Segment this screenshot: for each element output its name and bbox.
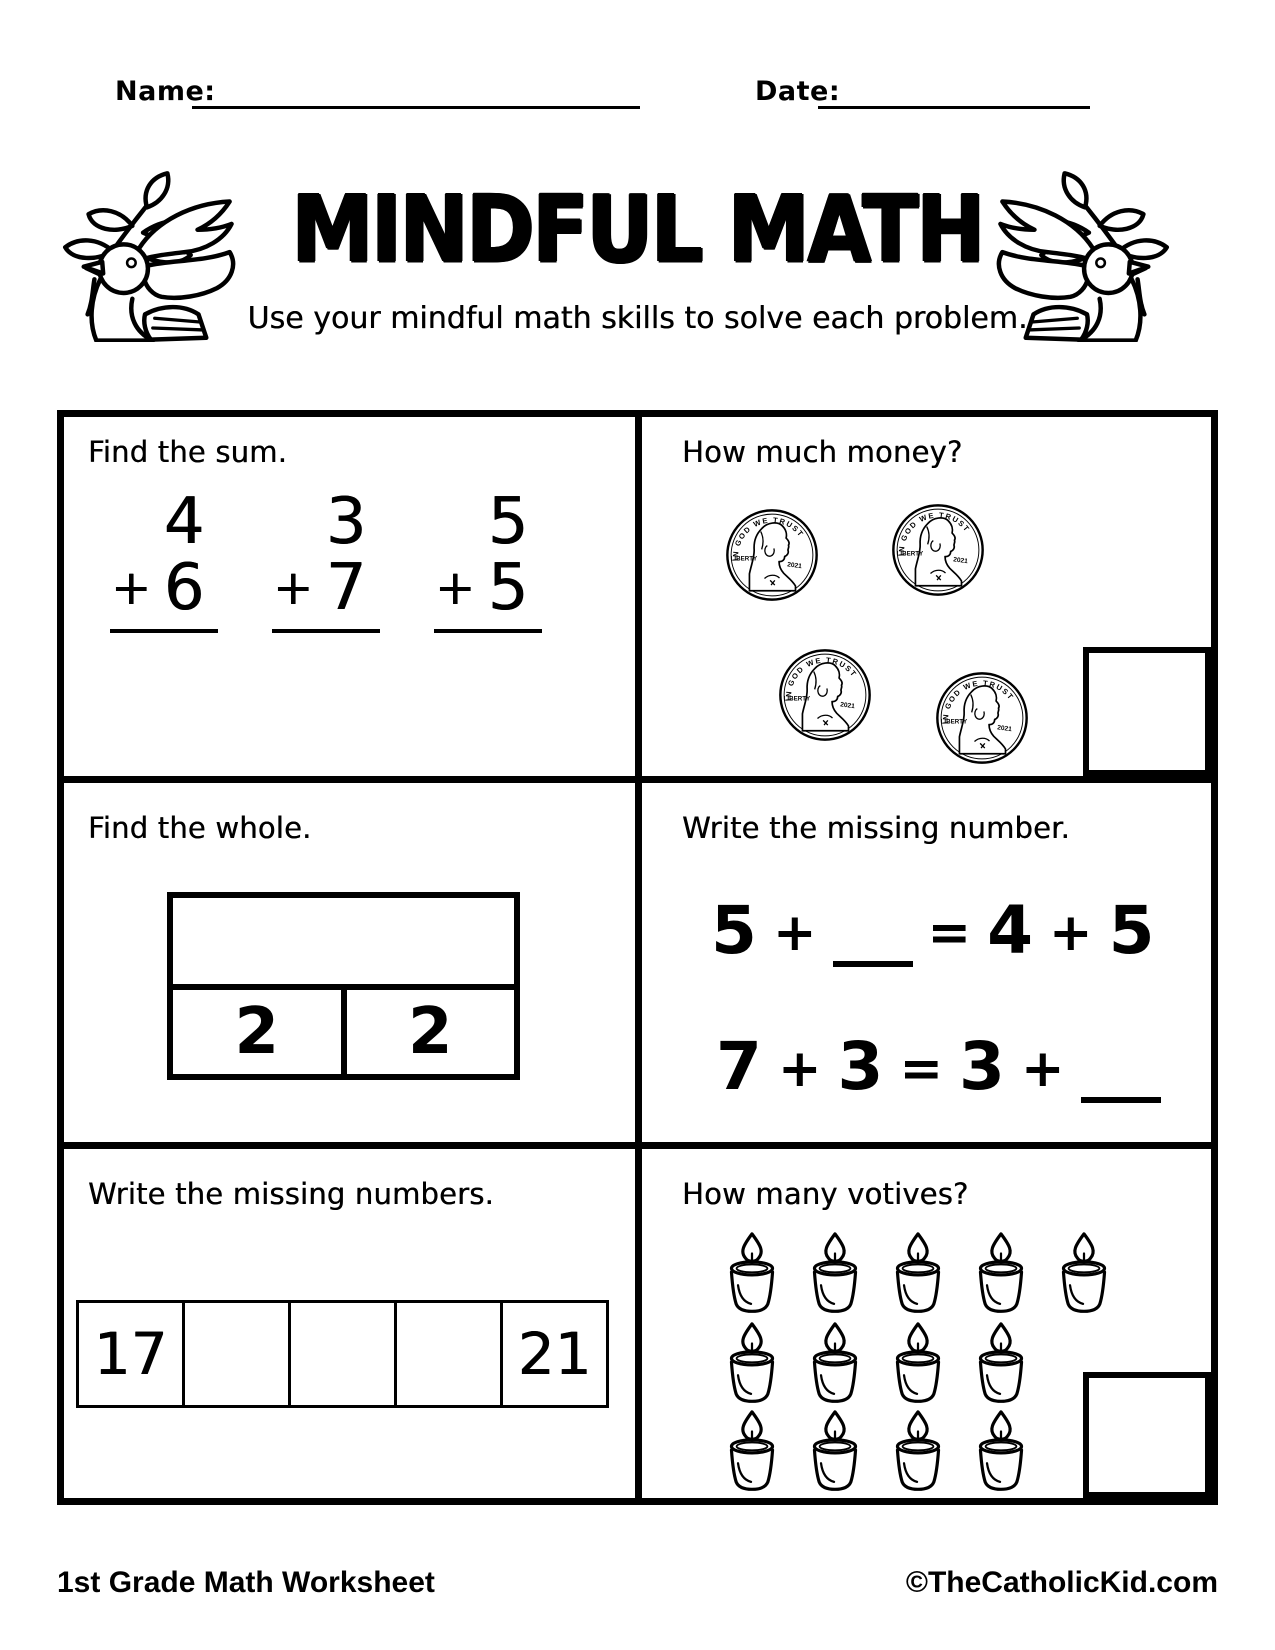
operator: = xyxy=(927,903,973,963)
operator: + xyxy=(772,903,818,963)
find-sum-problems xyxy=(110,485,542,633)
find-sum-prompt: Find the sum. xyxy=(88,435,288,469)
votive-candle-icon xyxy=(724,1321,780,1407)
operator: + xyxy=(1049,903,1094,963)
addend: 5 xyxy=(487,551,529,625)
vertical-addition-problem xyxy=(272,485,380,633)
missing-numbers-prompt: Write the missing numbers. xyxy=(88,1177,494,1211)
missing-number-blank[interactable] xyxy=(833,897,913,967)
missing-number-blank[interactable] xyxy=(1081,1033,1161,1103)
plus-sign: + xyxy=(272,560,314,616)
votive-candle-icon xyxy=(724,1231,780,1317)
votive-candle-icon xyxy=(807,1409,863,1495)
page-title: MINDFUL MATH xyxy=(291,177,984,284)
cell-find-whole xyxy=(64,776,635,1142)
plus-sign: 5 xyxy=(487,485,529,559)
part-boxes xyxy=(167,984,520,1080)
money-answer-box[interactable] xyxy=(1083,647,1211,776)
number: 5 xyxy=(1108,892,1156,969)
votive-candle-icon xyxy=(890,1231,946,1317)
votive-candle-icon xyxy=(724,1409,780,1495)
number: 7 xyxy=(716,1028,763,1105)
plus-sign: + xyxy=(110,560,152,616)
addend xyxy=(110,489,152,555)
plus-sign: 4 xyxy=(163,485,205,559)
page-subtitle: Use your mindful math skills to solve each problem. xyxy=(247,301,1028,336)
part-box[interactable]: 2 xyxy=(341,984,521,1080)
votives-prompt: How many votives? xyxy=(682,1177,969,1211)
money-prompt: How much money? xyxy=(682,435,963,469)
penny-coin xyxy=(778,648,872,742)
cell-missing-numbers xyxy=(64,1142,635,1498)
date-write-line[interactable] xyxy=(818,78,1090,109)
cell-how-much-money xyxy=(635,417,1211,776)
votive-candle-icon xyxy=(973,1409,1029,1495)
sequence-cell: 17 xyxy=(76,1300,185,1408)
sequence-cell[interactable] xyxy=(182,1300,291,1408)
vertical-addition-problem xyxy=(110,485,218,633)
part-box[interactable]: 2 xyxy=(167,984,347,1080)
missing-number-prompt: Write the missing number. xyxy=(682,811,1070,845)
number: 3 xyxy=(837,1028,885,1105)
candle-row xyxy=(724,1231,1112,1317)
candle-row xyxy=(724,1321,1029,1407)
sequence-cell[interactable] xyxy=(288,1300,397,1408)
penny-coin xyxy=(935,671,1029,765)
votive-candle-icon xyxy=(807,1321,863,1407)
whole-box[interactable] xyxy=(167,892,520,990)
number-sequence-strip xyxy=(76,1300,609,1408)
votive-candle-icon xyxy=(1056,1231,1112,1317)
sequence-cell: 21 xyxy=(500,1300,609,1408)
vertical-addition-problem xyxy=(434,485,542,633)
date-label: Date: xyxy=(755,76,841,107)
cell-missing-number xyxy=(635,776,1211,1142)
number: 3 xyxy=(959,1028,1006,1105)
addend: 7 xyxy=(325,551,367,625)
cell-find-sum xyxy=(64,417,635,776)
operator: + xyxy=(777,1039,823,1099)
find-whole-prompt: Find the whole. xyxy=(88,811,312,845)
operator: + xyxy=(1020,1039,1066,1099)
votives-answer-box[interactable] xyxy=(1083,1372,1211,1498)
plus-sign: 3 xyxy=(325,485,367,559)
number: 5 xyxy=(711,892,758,969)
candle-row xyxy=(724,1409,1029,1495)
part-part-whole-diagram xyxy=(167,892,520,1080)
equation xyxy=(716,1028,1161,1105)
votive-candle-icon xyxy=(807,1231,863,1317)
addend xyxy=(434,489,476,555)
votive-candle-icon xyxy=(973,1231,1029,1317)
addend xyxy=(272,489,314,555)
votive-candle-icon xyxy=(890,1409,946,1495)
footer-copyright: ©TheCatholicKid.com xyxy=(905,1566,1218,1599)
addend: 6 xyxy=(163,551,205,625)
operator: = xyxy=(899,1039,945,1099)
votive-candle-icon xyxy=(890,1321,946,1407)
penny-coin xyxy=(891,503,985,597)
sequence-cell[interactable] xyxy=(394,1300,503,1408)
cell-votives xyxy=(635,1142,1211,1498)
name-write-line[interactable] xyxy=(192,78,640,109)
plus-sign: + xyxy=(434,560,476,616)
votive-candle-icon xyxy=(973,1321,1029,1407)
footer-worksheet-label: 1st Grade Math Worksheet xyxy=(57,1566,435,1599)
problems-grid xyxy=(57,410,1218,1505)
equation xyxy=(711,892,1156,969)
penny-coin xyxy=(725,508,819,602)
name-label: Name: xyxy=(115,76,216,107)
number: 4 xyxy=(987,892,1035,969)
